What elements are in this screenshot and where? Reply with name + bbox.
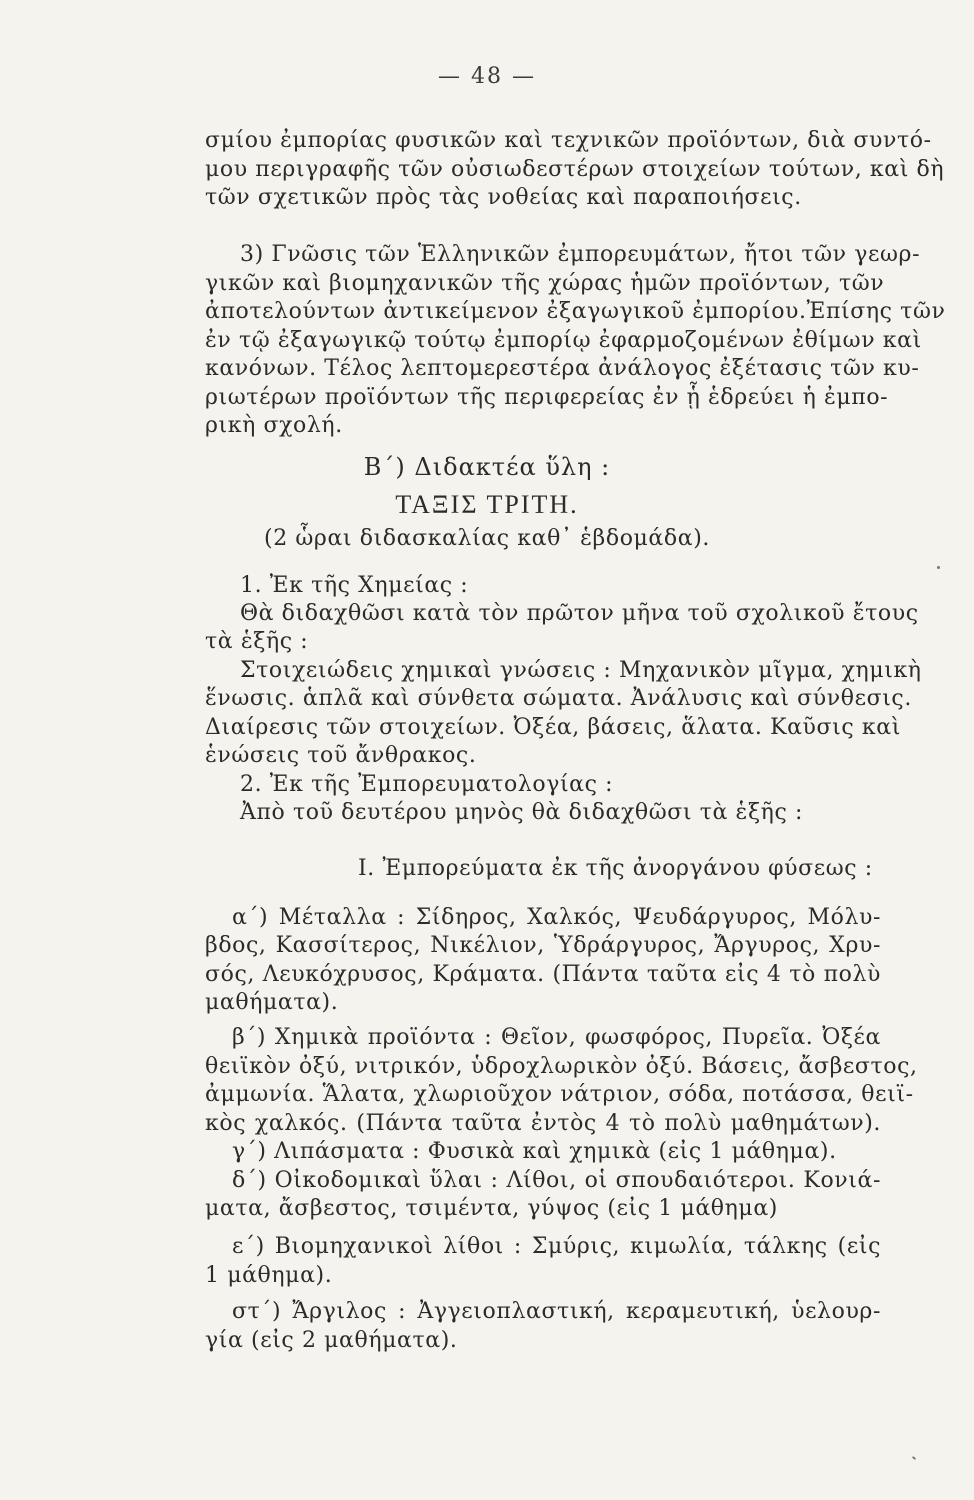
- class-heading: ΤΑΞΙΣ ΤΡΙΤΗ.: [395, 490, 579, 519]
- text-line: σμίου ἐμπορίας φυσικῶν καὶ τεχνικῶν προϊόντων, διὰ συντό-: [205, 128, 932, 153]
- text-line: τῶν σχετικῶν πρὸς τὰς νοθείας καὶ παραποιήσεις.: [205, 185, 802, 210]
- text-line: ματα, ἄσβεστος, τσιμέντα, γύψος (εἰς 1 μάθημα): [205, 1196, 778, 1221]
- text-line: βδος, Κασσίτερος, Νικέλιον, Ὑδράργυρος, Ἄργυρος, Χρυ-: [205, 933, 881, 958]
- text-line: 3) Γνῶσις τῶν Ἑλληνικῶν ἐμπορευμάτων, ἤτοι τῶν γεωρ-: [240, 242, 921, 267]
- text-line: ἀποτελούντων ἀντικείμενον ἐξαγωγικοῦ ἐμπορίου.Ἐπίσης τῶν: [205, 299, 946, 324]
- page-number: — 48 —: [438, 64, 536, 89]
- text-line: ριωτέρων προϊόντων τῆς περιφερείας ἐν ᾗ ἑδρεύει ἡ ἐμπο-: [205, 385, 889, 410]
- text-line: ἐν τῷ ἐξαγωγικῷ τούτῳ ἐμπορίῳ ἐφαρμοζομένων ἐθίμων καὶ: [205, 328, 922, 353]
- text-line: α΄) Μέταλλα : Σίδηρος, Χαλκός, Ψευδάργυρος, Μόλυ-: [232, 905, 881, 930]
- text-line: σός, Λευκόχρυσος, Κράματα. (Πάντα ταῦτα εἰς 4 τὸ πολὺ: [205, 962, 881, 987]
- text-line: ε΄) Βιομηχανικοὶ λίθοι : Σμύρις, κιμωλία, τάλκης (εἰς: [232, 1234, 881, 1259]
- category-heading: Ι. Ἐμπορεύματα ἐκ τῆς ἀνοργάνου φύσεως :: [358, 856, 873, 881]
- text-line: δ΄) Οἰκοδομικαὶ ὕλαι : Λίθοι, οἱ σπουδαιότεροι. Κονιά-: [232, 1168, 881, 1193]
- text-line: θειϊκὸν ὀξύ, νιτρικόν, ὑδροχλωρικὸν ὀξύ. Βάσεις, ἄσβεστος,: [205, 1054, 918, 1079]
- text-line: μου περιγραφῆς τῶν οὐσιωδεστέρων στοιχείων τούτων, καὶ δὴ: [205, 157, 945, 182]
- text-line: ρικὴ σχολή.: [205, 413, 343, 438]
- text-line: Διαίρεσις τῶν στοιχείων. Ὀξέα, βάσεις, ἅλατα. Καῦσις καὶ: [205, 715, 901, 740]
- text-line: ἀμμωνία. Ἅλατα, χλωριοῦχον νάτριον, σόδα, ποτάσσα, θειϊ-: [205, 1082, 914, 1107]
- text-line: β΄) Χημικὰ προϊόντα : Θεῖον, φωσφόρος, Πυρεῖα. Ὀξέα: [232, 1025, 881, 1050]
- text-line: γ΄) Λιπάσματα : Φυσικὰ καὶ χημικὰ (εἰς 1 μάθημα).: [232, 1139, 837, 1164]
- page-mark: [912, 1456, 916, 1460]
- text-line: μαθήματα).: [205, 990, 339, 1015]
- text-line: 1 μάθημα).: [205, 1263, 333, 1288]
- text-line: ἕνωσις. ἁπλᾶ καὶ σύνθετα σώματα. Ἀνάλυσις καὶ σύνθεσις.: [205, 686, 912, 711]
- text-line: Ἀπὸ τοῦ δευτέρου μηνὸς θὰ διδαχθῶσι τὰ ἑξῆς :: [240, 800, 803, 825]
- text-line: τὰ ἑξῆς :: [205, 629, 309, 654]
- text-line: κὸς χαλκός. (Πάντα ταῦτα ἐντὸς 4 τὸ πολὺ μαθημάτων).: [205, 1111, 881, 1136]
- subsection-heading: 2. Ἐκ τῆς Ἐμπορευματολογίας :: [240, 772, 614, 797]
- text-line: γία (εἰς 2 μαθήματα).: [205, 1328, 458, 1353]
- section-heading: Β΄) Διδακτέα ὕλη :: [363, 453, 611, 481]
- page-mark: [937, 566, 940, 569]
- subsection-heading: 1. Ἐκ τῆς Χημείας :: [240, 573, 469, 598]
- text-line: γικῶν καὶ βιομηχανικῶν τῆς χώρας ἡμῶν προϊόντων, τῶν: [205, 271, 885, 296]
- text-line: στ΄) Ἄργιλος : Ἀγγειοπλαστική, κεραμευτική, ὑελουρ-: [232, 1299, 881, 1324]
- text-line: Θὰ διδαχθῶσι κατὰ τὸν πρῶτον μῆνα τοῦ σχολικοῦ ἔτους: [240, 601, 919, 626]
- hours-note: (2 ὧραι διδασκαλίας καθ᾽ ἑβδομάδα).: [264, 526, 710, 551]
- text-line: κανόνων. Τέλος λεπτομερεστέρα ἀνάλογος ἐξέτασις τῶν κυ-: [205, 356, 920, 381]
- text-line: ἑνώσεις τοῦ ἄνθρακος.: [205, 743, 477, 768]
- text-line: Στοιχειώδεις χημικαὶ γνώσεις : Μηχανικὸν μῖγμα, χημικὴ: [240, 658, 922, 683]
